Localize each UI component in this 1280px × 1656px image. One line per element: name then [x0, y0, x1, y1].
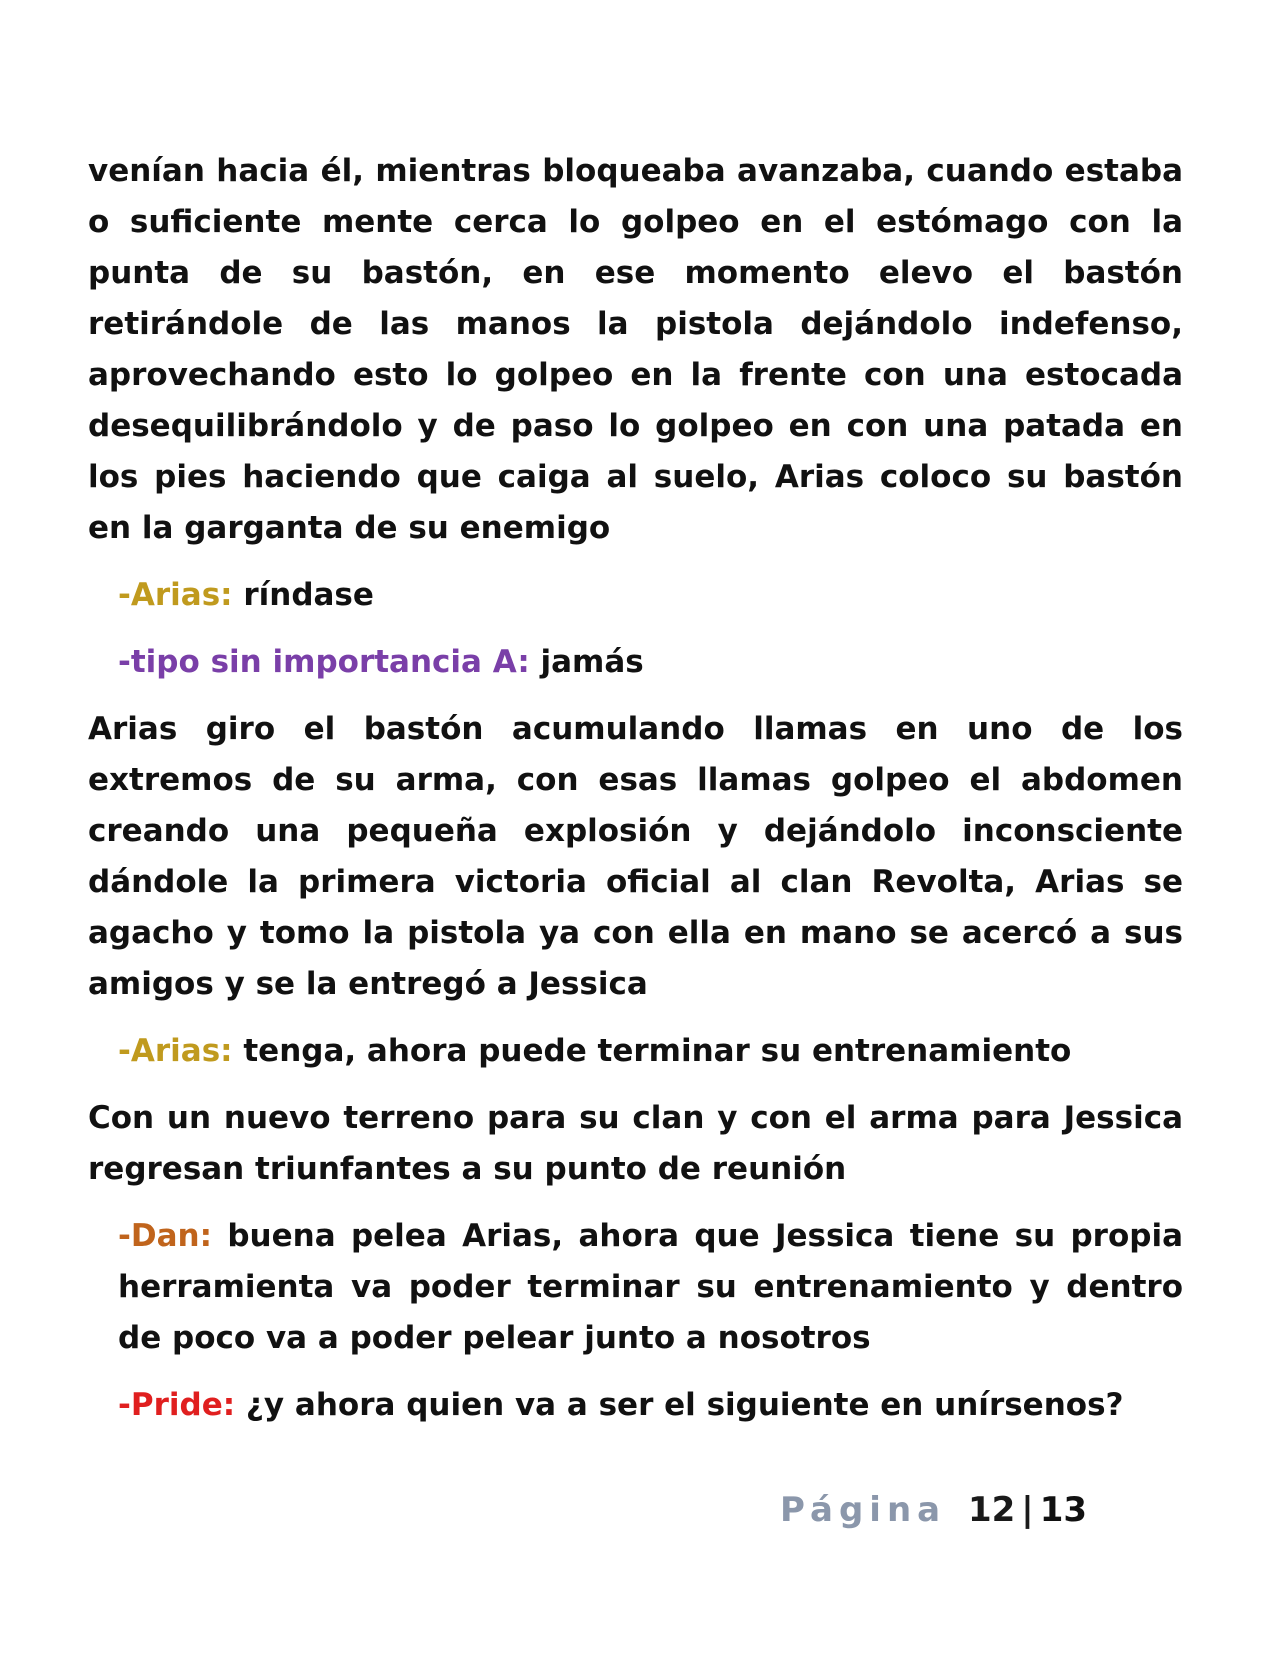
dialog-text: tenga, ahora puede terminar su entrenamiento	[243, 1033, 1072, 1069]
dialog-line	[118, 1026, 1183, 1077]
dialog-line	[118, 1380, 1183, 1431]
dialog-line	[118, 1211, 1183, 1364]
document-body	[88, 146, 1183, 1447]
page-number: 12	[967, 1490, 1016, 1530]
speaker-label: -Pride:	[118, 1387, 236, 1423]
speaker-label: -tipo sin importancia A:	[118, 644, 530, 680]
speaker-label: -Arias:	[118, 577, 233, 613]
speaker-label: -Dan:	[118, 1218, 212, 1254]
narrative-paragraph: Arias giro el bastón acumulando llamas en uno de los extremos de su arma, con esas llamas golpeo el abdomen creando una pequeña explosión y dejándolo inconsciente dándole la primera victoria oficial al clan Revolta, Arias se agacho y tomo la pistola ya con ella en mano se acercó a sus amigos y se la entregó a Jessica	[88, 711, 1183, 1002]
page-total: 13	[1039, 1490, 1088, 1530]
speaker-label: -Arias:	[118, 1033, 233, 1069]
page-separator: |	[1021, 1490, 1034, 1530]
dialog-text: buena pelea Arias, ahora que Jessica tiene su propia herramienta va poder terminar su entrenamiento y dentro de poco va a poder pelear junto a nosotros	[118, 1218, 1183, 1356]
dialog-text: ¿y ahora quien va a ser el siguiente en unírsenos?	[245, 1387, 1124, 1423]
dialog-line	[118, 570, 1183, 621]
narrative-paragraph: venían hacia él, mientras bloqueaba avanzaba, cuando estaba o suficiente mente cerca lo golpeo en el estómago con la punta de su bastón, en ese momento elevo el bastón retirándole de las manos la pistola dejándolo indefenso, aprovechando esto lo golpeo en la frente con una estocada desequilibrándolo y de paso lo golpeo en con una patada en los pies haciendo que caiga al suelo, Arias coloco su bastón en la garganta de su enemigo	[88, 153, 1183, 546]
narrative-paragraph: Con un nuevo terreno para su clan y con el arma para Jessica regresan triunfantes a su punto de reunión	[88, 1100, 1183, 1187]
dialog-text: jamás	[540, 644, 644, 680]
page-word: Página	[780, 1490, 947, 1530]
page-footer	[780, 1490, 1087, 1530]
dialog-line	[118, 637, 1183, 688]
dialog-text: ríndase	[243, 577, 374, 613]
